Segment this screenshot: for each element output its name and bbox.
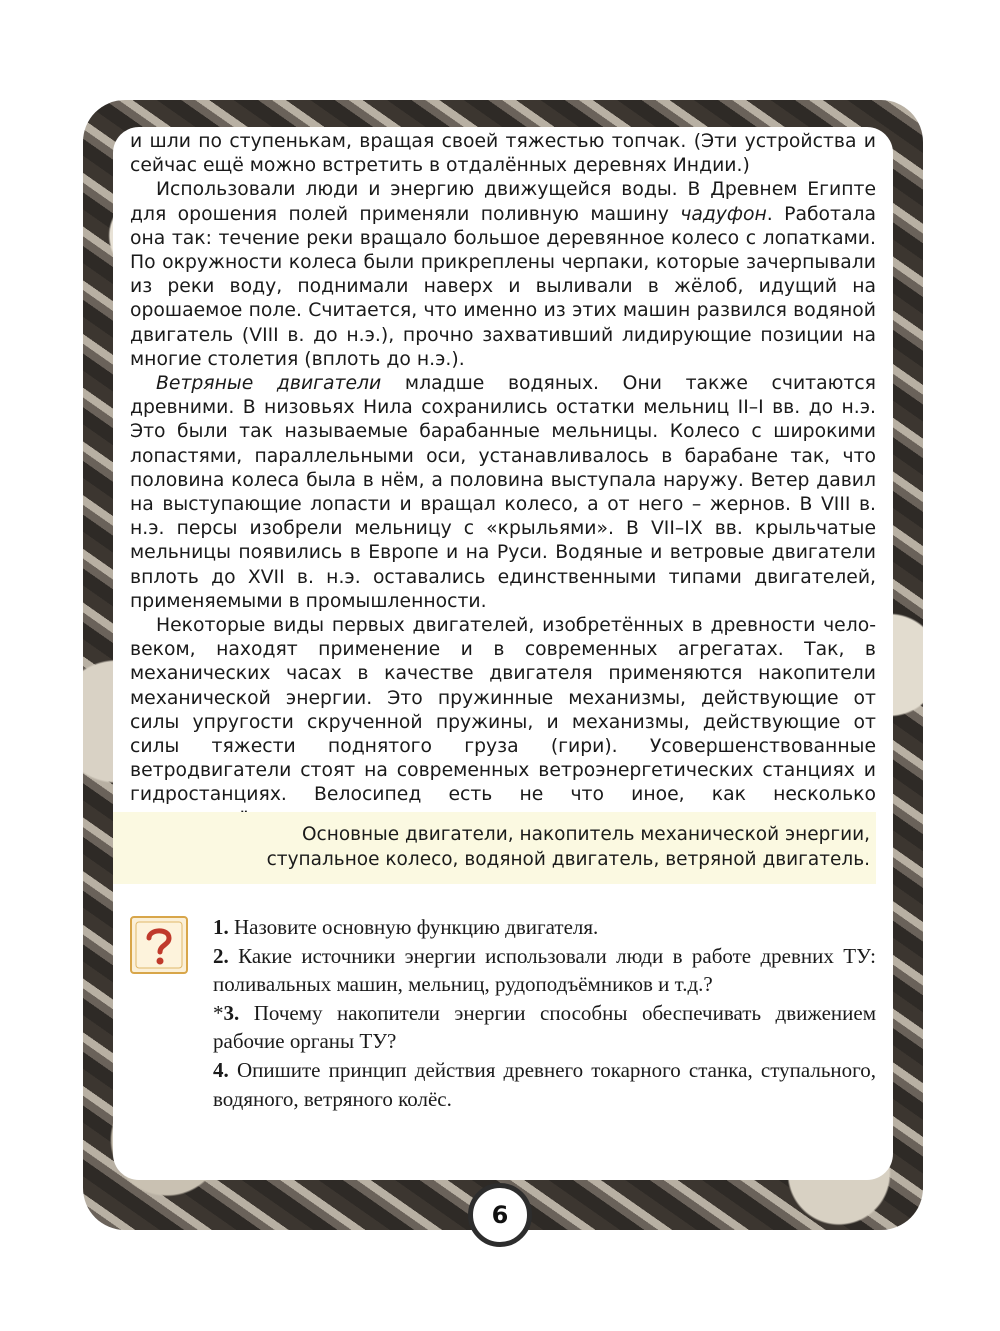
keywords-text (230, 822, 870, 872)
keywords-line-2: ступальное колесо, водяной двигатель, ветряной двигатель. (266, 849, 870, 870)
paragraph-3: Ветряные двигатели младше водяных. Они также считаются древними. В низовьях Нила сохранились остатки мельниц II–I вв. до н.э. Это были так называемые барабанные мельницы. Колесо с широкими лопастями, параллельными оси, устанавливалось в барабане так, что половина колеса была в нём, а половина выступала наружу. Ветер давил на выступающие лопасти и вращал колесо, а от него – жернов. В VIII в. н.э. персы изобрели мельницу с «крыльями». В VII–IX вв. крыльчатые мельницы появились в Европе и на Руси. Водяные и ветровые двигатели вплоть до XVII в. н.э. оставались единственными типами двигателей, применяемыми в промышленности. (130, 373, 876, 612)
term-chadufon: чадуфон (680, 203, 767, 225)
page-number: 6 (468, 1183, 532, 1247)
keywords-box (113, 812, 876, 884)
paragraph-4: Некоторые виды первых двигателей, изобретённых в древности человеком, находят применение и в современных агрегатах. Так, в механических часах в качестве двигателя применяются накопители механической энергии. Это пружинные механизмы, действующие от силы упругости скрученной пружины, и механизмы, действующие от силы тяжести поднятого груза (гири). Усовершенствованные ветродвигатели стоят на современных ветроэнергетических станциях и гидростанциях. Велосипед есть не что иное, как несколько (130, 615, 876, 806)
question-2: 2. Какие источники энергии использовали люди в работе древних ТУ: поливальных машин, мельниц, рудоподъёмников и т.д.? (213, 943, 876, 997)
term-wind-engines: Ветряные двигатели (156, 373, 382, 395)
questions-list (213, 913, 876, 1113)
question-mark-icon (130, 916, 188, 974)
question-3: *3. Почему накопители энергии способны обеспечивать движением рабочие органы ТУ? (213, 1000, 876, 1054)
main-text (130, 130, 876, 832)
paragraph-1: и шли по ступенькам, вращая своей тяжестью топчак. (Эти устройства и сейчас ещё можно встретить в отдалённых деревнях Индии.) (130, 131, 876, 177)
paragraph-2: Использовали люди и энергию движущейся воды. В Древнем Египте для орошения полей применяли поливную машину чадуфон. Работала она так: течение реки вращало большое деревянное колесо с лопатками. По окружности колеса были прикреплены черпаки, которые зачерпывали из реки воду, поднимали наверх и выливали в жёлоб, идущий на орошаемое поле. Считается, что именно из этих машин развился водяной двигатель (VIII в. до н.э.), прочно захвативший лидирующие позиции на многие столетия (вплоть до н.э.). (130, 179, 876, 370)
keywords-line-1: Основные двигатели, накопитель механической энергии, (301, 824, 870, 845)
question-1: 1. Назовите основную функцию двигателя. (213, 915, 599, 939)
question-4: 4. Опишите принцип действия древнего токарного станка, ступального, водяного, ветряного колёс. (213, 1057, 876, 1111)
